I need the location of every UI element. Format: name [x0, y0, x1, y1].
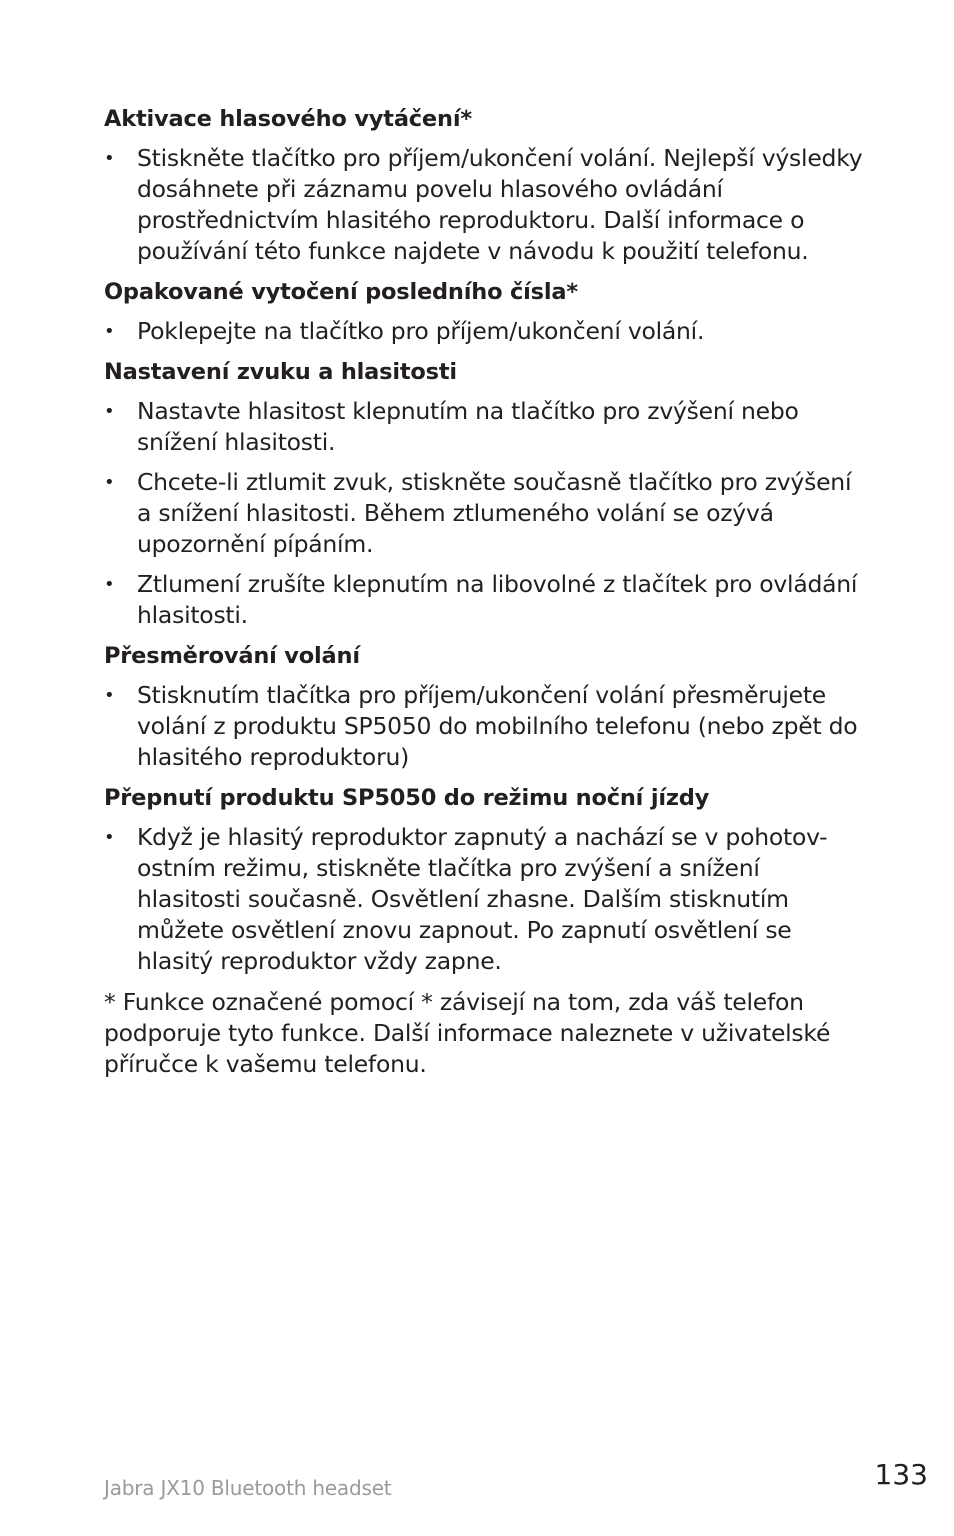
list-item: • Poklepejte na tlačítko pro příjem/ukončení volání.: [104, 316, 864, 347]
section-volume: [104, 357, 864, 631]
list-item: • Nastavte hlasitost klepnutím na tlačítko pro zvýšení nebo snížení hlasitosti.: [104, 396, 864, 458]
list-item: • Chcete-li ztlumit zvuk, stiskněte současně tlačítko pro zvýšení a snížení hlasitosti. Během ztlumeného volání se ozývá upozornění pípáním.: [104, 467, 864, 560]
section-heading: Aktivace hlasového vytáčení*: [104, 106, 472, 132]
list-item: • Stiskněte tlačítko pro příjem/ukončení volání. Nejlepší výsledky dosáhnete při záznamu povelu hlasového ovládání prostřednictvím hlasitého reproduktoru. Další informace o používání této funkce najdete v návodu k použití telefonu.: [104, 143, 864, 267]
bullet-list: [104, 316, 864, 347]
section-heading: Přesměrování volání: [104, 643, 360, 669]
list-item: • Když je hlasitý reproduktor zapnutý a nachází se v pohotov-ostním režimu, stiskněte tlačítka pro zvýšení a snížení hlasitosti současně. Osvětlení zhasne. Dalším stisknutím můžete osvětlení znovu zapnout. Po zapnutí osvětlení se hlasitý reproduktor vždy zapne.: [104, 822, 864, 977]
section-heading: Nastavení zvuku a hlasitosti: [104, 359, 457, 385]
page-content: [104, 104, 864, 1104]
bullet-list: [104, 680, 864, 773]
section-heading: Přepnutí produktu SP5050 do režimu noční jízdy: [104, 785, 710, 811]
section-night-mode: [104, 783, 864, 977]
bullet-list: [104, 822, 864, 977]
section-voice-dialing: [104, 104, 864, 267]
bullet-list: [104, 143, 864, 267]
section-redial: [104, 277, 864, 347]
list-item: • Stisknutím tlačítka pro příjem/ukončení volání přesměrujete volání z produktu SP5050 do mobilního telefonu (nebo zpět do hlasitého reproduktoru): [104, 680, 864, 773]
footnote: * Funkce označené pomocí * závisejí na tom, zda váš telefon podporuje tyto funkce. Další informace naleznete v uživatelské příručce k vašemu telefonu.: [104, 988, 831, 1078]
bullet-list: [104, 396, 864, 631]
footer-product-name: Jabra JX10 Bluetooth headset: [104, 1476, 392, 1500]
page-number: 133: [874, 1458, 928, 1491]
section-call-transfer: [104, 641, 864, 773]
section-heading: Opakované vytočení posledního čísla*: [104, 279, 578, 305]
list-item: • Ztlumení zrušíte klepnutím na libovolné z tlačítek pro ovládání hlasitosti.: [104, 569, 864, 631]
